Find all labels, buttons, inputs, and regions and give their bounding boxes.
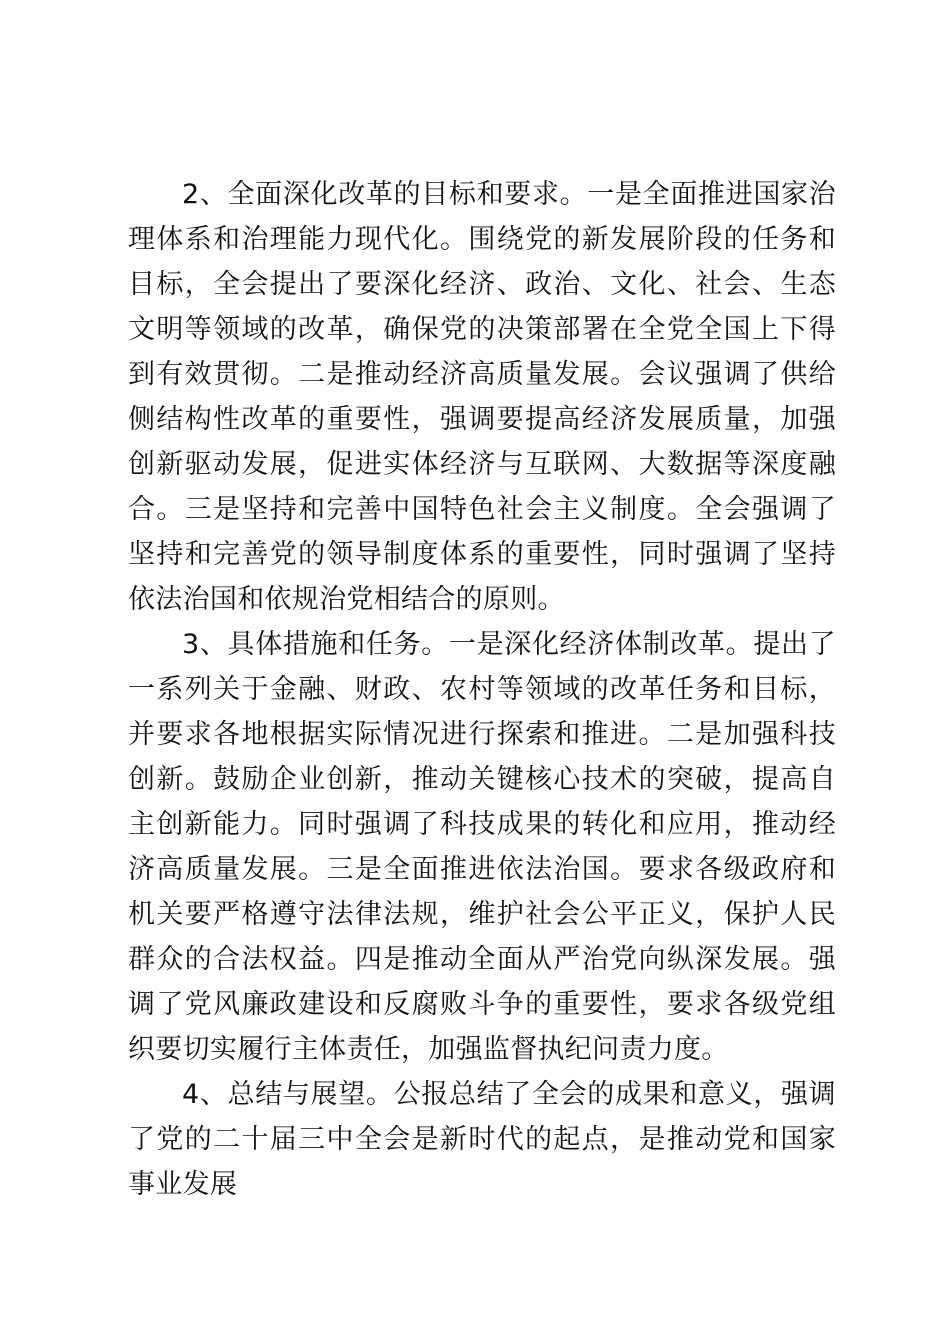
paragraph-summary-and-outlook: 4、总结与展望。公报总结了全会的成果和意义，强调了党的二十届三中全会是新时代的起点，是推动党和国家事业发展 [128,1079,836,1200]
document-body [128,172,836,1207]
paragraph-goals-and-requirements: 2、全面深化改革的目标和要求。一是全面推进国家治理体系和治理能力现代化。围绕党的新发展阶段的任务和目标，全会提出了要深化经济、政治、文化、社会、生态文明等领域的改革，确保党的决策部署在全党全国上下得到有效贯彻。二是推动经济高质量发展。会议强调了供给侧结构性改革的重要性，强调要提高经济发展质量，加强创新驱动发展，促进实体经济与互联网、大数据等深度融合。三是坚持和完善中国特色社会主义制度。全会强调了坚持和完善党的领导制度体系的重要性，同时强调了坚持依法治国和依规治党相结合的原则。 [128,179,836,615]
paragraph-measures-and-tasks: 3、具体措施和任务。一是深化经济体制改革。提出了一系列关于金融、财政、农村等领域的改革任务和目标，并要求各地根据实际情况进行探索和推进。二是加强科技创新。鼓励企业创新，推动关键核心技术的突破，提高自主创新能力。同时强调了科技成果的转化和应用，推动经济高质量发展。三是全面推进依法治国。要求各级政府和机关要严格遵守法律法规，维护社会公平正义，保护人民群众的合法权益。四是推动全面从严治党向纵深发展。强调了党风廉政建设和反腐败斗争的重要性，要求各级党组织要切实履行主体责任，加强监督执纪问责力度。 [128,629,836,1065]
